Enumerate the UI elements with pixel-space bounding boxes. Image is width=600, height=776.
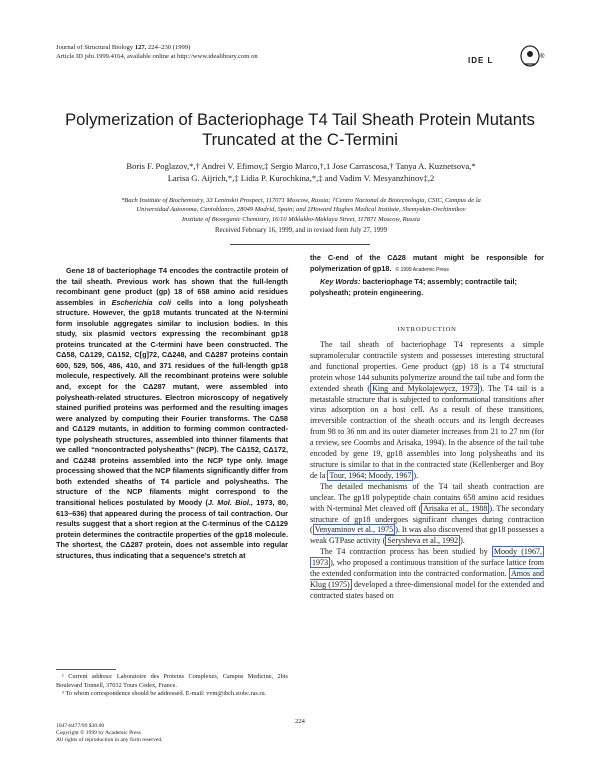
affiliation-line-2: Universidad Autonoma, Cantoblanco, 28049 Madrid, Spain; and ‡Howard Hughes Medical Institute, Shemyakin-Ovchinnikov: [136, 206, 466, 214]
ideal-logo: [468, 44, 552, 70]
copyright-line: Copyright © 1999 by Academic Press: [56, 730, 141, 737]
issn-price: 1047-8477/99 $30.00: [56, 723, 105, 729]
abstract-continuation-text: the C-end of the CΔ28 mutant might be responsible for polymerization of gp18.: [310, 253, 544, 273]
citation-link[interactable]: King and Mykolajewycz, 1973: [372, 383, 478, 393]
header-divider: [230, 244, 370, 245]
intro-p1-text-c: ).: [413, 470, 419, 480]
introduction-body: [310, 340, 544, 602]
authors-line-2: Larisa G. Aijrich,*,‡ Lidia P. Kurochkina,*,‡ and Vadim V. Mesyanzhinov‡,2: [167, 173, 435, 184]
affiliations: [58, 196, 544, 224]
citation-link[interactable]: Venyaminov et al., 1975: [314, 525, 394, 535]
section-heading-introduction: INTRODUCTION: [397, 326, 457, 333]
intro-p1-text-a: The tail sheath of bacteriophage T4 represents a simple supramolecular contractile system and possesses interesting structural and functional properties. Gene product (gp) 18 is a T4 structural protein whose 144 subunits polymerize around the tail tube and form the extended sheath (: [310, 340, 544, 393]
paper-title: [60, 110, 540, 150]
intro-paragraph-3: [310, 547, 544, 602]
abstract-organism: Escherichia coli: [111, 297, 171, 307]
keywords: [310, 277, 544, 298]
keywords-label: Key Words:: [320, 277, 361, 286]
intro-p3-text-a: The T4 contraction process has been studied by: [320, 547, 492, 557]
intro-p1-text-b: ). The T4 tail is a metastable structure that is subjected to conformational transitions after virus adsorption on a host cell. As a result of these transitions, irreversible contraction of the sheath occurs and its length decreases from 98 to 36 nm and its outer diameter increases from 21 to 27 nm (for a review, see Coombs and Arisaka, 1994). In the absence of the tail tube encoded by gene 19, gp18 assembles into long polysheaths and its structure is similar to that in the contracted state (Kellenberger and Boy de la: [310, 383, 545, 480]
abstract-part-2: cells into a long polysheath structure. However, the gp18 mutants truncated at the N-termini form insoluble aggregates similar to inclusion bodies. In this study, six plasmid vectors expressing the recombinant gp18 proteins truncated at the C-termini have been constructed. The CΔ58, CΔ129, CΔ152, C[g]72, CΔ248, and CΔ287 proteins contain 600, 529, 506, 486, 410, and 371 residues of the full-length gp18 molecule, respectively. All the recombinant proteins were soluble and, except for the CΔ287 mutant, were assembled into polysheath-related structures. Electron microscopy of negatively stained purified proteins was performed and the resulting images were analyzed by computing their Fourier transforms. The CΔ58 and CΔ129 mutants, in addition to forming common contracted-type polysheath structures, assembled into thinner filaments that we called “noncontracted polysheaths” (NCP). The CΔ152, CΔ172, and CΔ248 proteins assembled into the NCP type only. Image processing showed that the NCP filaments significantly differ from both extended sheaths of T4 particle and polysheaths. The structure of the NCP filaments might correspond to the transitional helices postulated by Moody (: [56, 297, 288, 508]
intro-p3-text-b: ), who proposed a continuous transition of the surface lattice from the extended conformation into the contracted conformation.: [310, 558, 544, 579]
intro-p2-text-c: ). It was also discovered that gp18 possesses a weak GTPase activity (: [310, 525, 544, 546]
abstract-ref-journal: J. Mol. Biol.,: [207, 498, 253, 508]
abstract-part-1: Gene 18 of bacteriophage T4 encodes the contractile protein of the tail sheath. Previous work has shown that the full-length recombinant gene product (gp) 18 of 658 amino acid residues assembles in: [56, 266, 288, 307]
ideal-logo-icon: [512, 44, 552, 70]
citation-link[interactable]: Moody (1967,: [493, 547, 543, 557]
rights-line: All rights of reproduction in any form reserved.: [56, 737, 163, 744]
abstract-continuation: [310, 253, 544, 275]
intro-p2-text-b: ). The secondary structure of gp18 undergoes significant changes during contraction (: [310, 503, 544, 535]
intro-p3-text-c: developed a three-dimensional model for the extended and contracted states based on: [310, 579, 544, 600]
citation-link[interactable]: Serysheva et al., 1992: [387, 536, 459, 546]
affiliation-line-1: *Bach Institute of Biochemistry, 33 Leninskii Prospect, 117071 Moscow, Russia; †Centro Nacional de Biotecnologia, CSIC, Campus de la: [121, 197, 481, 204]
article-id-line: Article ID jsbi.1999.4164, available online at http://www.idealibrary.com on: [56, 52, 258, 60]
title-line-2: Truncated at the C-Termini: [202, 130, 398, 149]
citation-link[interactable]: Arisaka et al., 1988: [423, 503, 488, 513]
intro-p2-text-a: The detailed mechanisms of the T4 tail sheath contraction are unclear. The gp18 polypeptide chain contains 658 amino acid residues with N-terminal Met cleaved off (: [310, 481, 544, 513]
copyright-block: [56, 723, 296, 745]
svg-text:®: ®: [540, 54, 545, 60]
citation-link[interactable]: Amos and Klug (1975): [310, 569, 544, 589]
journal-volume: 127,: [134, 44, 147, 51]
intro-p2-text-d: ).: [460, 536, 465, 546]
abstract-copyright: © 1999 Academic Press: [395, 266, 449, 273]
footnote-2: ² To whom correspondence should be addressed. E-mail: vvm@ibch.siobc.ras.ru.: [62, 690, 267, 698]
footnote-1: ¹ Current address: Laboratoire des Proteins Complexes, Campus Medicine, 2bis Boulevard Tonnell, 37032 Tours Cedex, France.: [56, 673, 288, 689]
footnotes: [56, 673, 288, 699]
received-dates: Received February 16, 1999, and in revised form July 27, 1999: [215, 227, 387, 234]
affiliation-line-3: Institute of Bioorganic Chemistry, 16/10 Miklukho-Maklaya Street, 117871 Moscow, Russia: [182, 215, 420, 223]
journal-header: [56, 44, 476, 61]
footnote-divider: [56, 669, 116, 670]
author-list: [66, 160, 536, 185]
citation-link[interactable]: 1973: [312, 558, 329, 568]
ideal-logo-text: IDE L: [468, 56, 494, 65]
journal-name: Journal of Structural Biology: [56, 44, 134, 51]
journal-pages: 224–230 (1999): [147, 44, 191, 51]
title-line-1: Polymerization of Bacteriophage T4 Tail Sheath Protein Mutants: [65, 110, 535, 129]
abstract-part-3: 1973, 80, 613–636) that appeared during the process of tail contraction. Our results suggest that a short region at the C-terminus of the CΔ129 protein determines the contractile properties of the gp18 molecule. The shortest, the CΔ287 protein, does not assemble into regular structures, thus indicating that a sequence’s stretch at: [56, 498, 288, 560]
keywords-text: bacteriophage T4; assembly; contractile tail; polysheath; protein engineering.: [310, 277, 517, 297]
citation-link[interactable]: Tour, 1964; Moody, 1967: [329, 470, 412, 480]
page-number: 224: [295, 718, 305, 725]
authors-line-1: Boris F. Poglazov,*,† Andrei V. Efimov,‡ Sergio Marco,†,1 Jose Carrascosa,† Tanya A. Kuznetsova,*: [126, 161, 476, 171]
intro-paragraph-2: [310, 482, 544, 547]
journal-citation: [56, 44, 476, 53]
intro-paragraph-1: [310, 340, 544, 482]
abstract: [56, 266, 288, 561]
